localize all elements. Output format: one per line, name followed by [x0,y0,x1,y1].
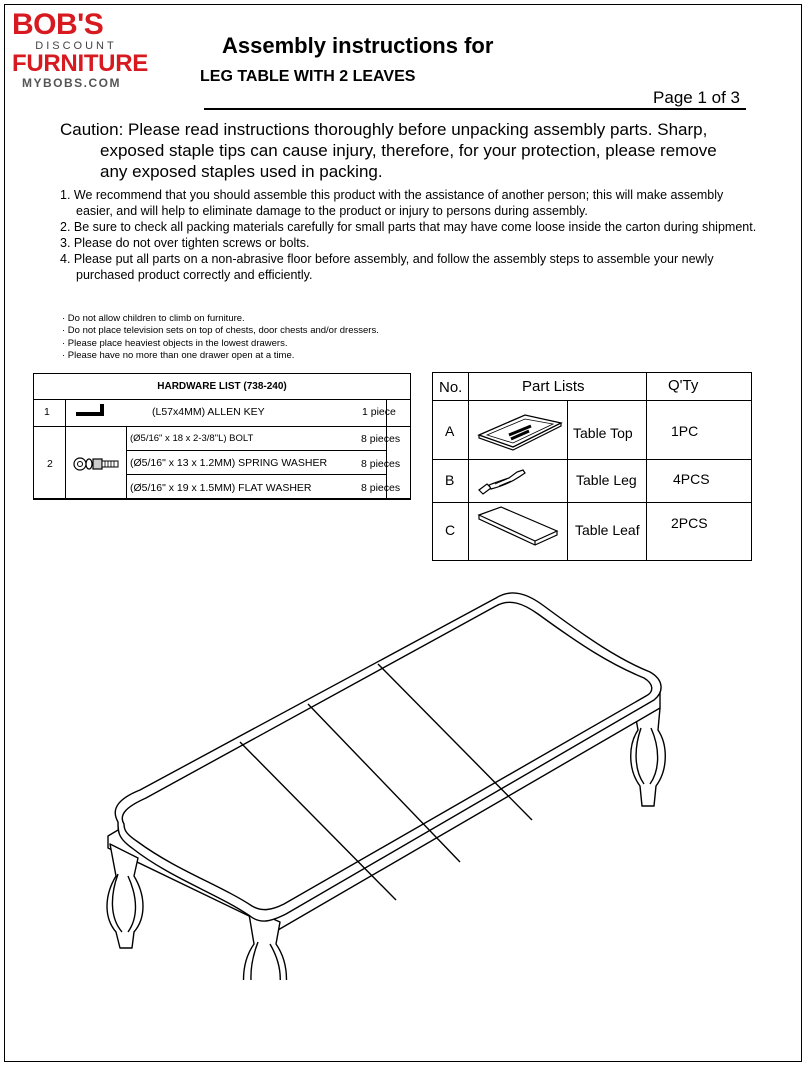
instruction-item: 1. We recommend that you should assemble this product with the assistance of another person; this will make assembly easier, and will help to eliminate damage to the product or injury to persons during assembly. [60,188,724,218]
bobs-logo [12,8,148,90]
table-rule [34,426,410,427]
table-rule [34,399,410,400]
parts-list-table [432,372,752,561]
table-leg-icon [473,464,565,498]
parts-header-no: No. [439,379,463,396]
hardware-qty: 8 pieces [361,433,401,445]
warning-item: · Do not place television sets on top of chests, door chests and/or dressers. [62,325,379,337]
header-rule [204,108,746,110]
hardware-no: 1 [44,406,50,418]
table-leaf-icon [473,505,565,553]
part-name: Table Top [573,425,633,441]
part-qty: 2PCS [671,515,708,531]
part-no: B [445,472,455,488]
table-top-icon [473,409,565,453]
page-subtitle: LEG TABLE WITH 2 LEAVES [200,68,416,85]
table-rule [468,373,469,560]
warning-item: · Please have no more than one drawer open at a time. [62,350,295,362]
table-rule [433,400,751,401]
table-rule [126,450,386,451]
part-name: Table Leg [576,472,637,488]
parts-header-qty: Q'Ty [668,377,699,394]
caution-line: any exposed staples used in packing. [100,162,383,181]
table-rule [34,498,410,499]
bolt-washer-icon [72,452,120,476]
parts-header-name: Part Lists [522,378,585,395]
hardware-no: 2 [47,458,53,470]
part-name: Table Leaf [575,522,640,538]
assembled-table-illustration [100,580,680,980]
logo-url: MYBOBS.COM [22,76,121,90]
caution-line: Caution: Please read instructions thoroughly before unpacking assembly parts. Sharp, [60,120,708,139]
table-rule [126,426,127,499]
hardware-desc: (Ø5/16" x 13 x 1.2MM) SPRING WASHER [130,457,328,469]
hardware-desc: (Ø5/16" x 19 x 1.5MM) FLAT WASHER [130,482,312,494]
table-rule [567,400,568,560]
hardware-list-table [33,373,411,500]
hardware-qty: 8 pieces [361,458,401,470]
instructions-list [60,187,760,283]
safety-warnings [62,313,379,363]
caution-notice [60,119,750,182]
logo-furniture: FURNITURE [12,50,148,77]
table-rule [65,399,66,499]
warning-item: · Do not allow children to climb on furniture. [62,313,245,324]
table-rule [126,474,386,475]
allen-key-icon [76,404,110,418]
part-qty: 1PC [671,423,699,439]
table-rule [433,502,751,503]
part-qty: 4PCS [673,471,710,487]
hardware-desc: (Ø5/16" x 18 x 2-3/8"L) BOLT [130,433,254,444]
instruction-item: 3. Please do not over tighten screws or bolts. [60,236,310,250]
hardware-qty: 8 pieces [361,482,401,494]
caution-line: exposed staple tips can cause injury, therefore, for your protection, please remove [100,141,717,160]
page-title: Assembly instructions for [222,33,494,58]
hardware-desc: (L57x4MM) ALLEN KEY [152,406,265,418]
hardware-qty: 1 piece [362,406,396,418]
warning-item: · Please place heaviest objects in the lowest drawers. [62,337,288,349]
part-no: C [445,522,456,538]
logo-bobs: BOB'S [12,8,104,41]
table-rule [433,459,751,460]
part-no: A [445,423,455,439]
instruction-item: 2. Be sure to check all packing materials carefully for small parts that may have come loose inside the carton during shipment. [60,220,757,234]
logo-discount: DISCOUNT [35,40,117,52]
page-number: Page 1 of 3 [653,88,740,107]
instruction-item: 4. Please put all parts on a non-abrasive floor before assembly, and follow the assembly steps to assemble your newly purchased product correctly and efficiently. [60,252,714,282]
table-rule [646,373,647,560]
hardware-list-title: HARDWARE LIST (738-240) [157,381,287,392]
